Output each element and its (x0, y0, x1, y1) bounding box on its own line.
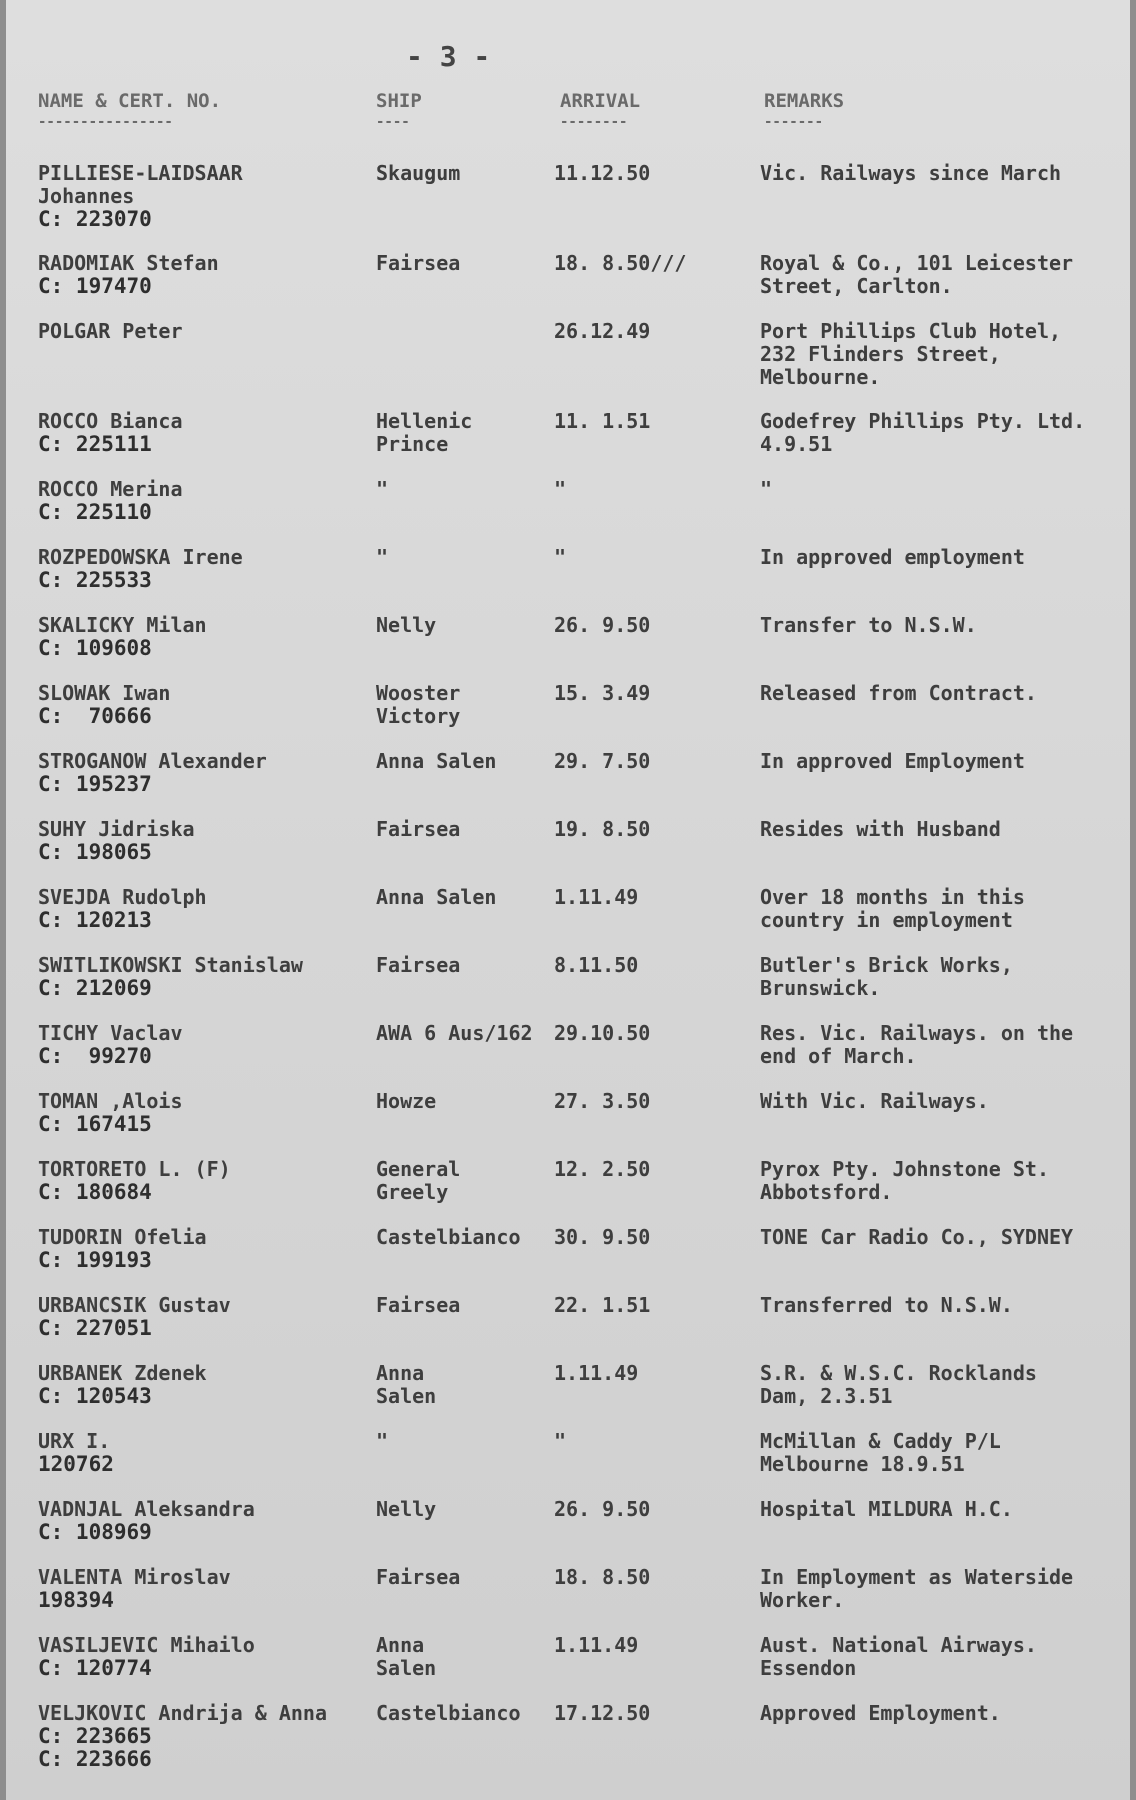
record-name-text: POLGAR Peter (38, 319, 183, 343)
record-cert-number: C: 225533 (38, 568, 152, 592)
record-ship: General Greely (376, 1157, 461, 1204)
record-cert-number: C: 180684 (38, 1180, 152, 1204)
record-name-text: ROCCO Merina (38, 477, 183, 501)
record-remarks: Vic. Railways since March (760, 161, 1062, 185)
record-ship: Fairsea (376, 953, 461, 977)
header-name-label: NAME & CERT. NO. (38, 90, 222, 112)
record-ship: Anna Salen (376, 1633, 437, 1680)
record-name-text: VELJKOVIC Andrija & Anna (38, 1701, 327, 1725)
record-remarks: In Employment as Waterside Worker. (760, 1565, 1074, 1612)
record-arrival: 15. 3.49 (554, 681, 651, 705)
header-ship-rule: ---- (376, 114, 410, 130)
record-name (38, 478, 183, 524)
record-arrival: 18. 8.50 (554, 1565, 651, 1589)
record-name (38, 162, 243, 231)
record-arrival: 29.10.50 (554, 1021, 651, 1045)
record-ship: Castelbianco (376, 1701, 521, 1725)
record-ship: Fairsea (376, 1565, 461, 1589)
record-arrival: 1.11.49 (554, 885, 639, 909)
record-cert-number: C: 108969 (38, 1520, 152, 1544)
document-page (6, 0, 1130, 1800)
record-ship: Skaugum (376, 161, 461, 185)
record-ship: Wooster Victory (376, 681, 461, 728)
record-arrival: 26. 9.50 (554, 1497, 651, 1521)
record-remarks: Port Phillips Club Hotel, 232 Flinders Street, Melbourne. (760, 319, 1062, 389)
header-ship (376, 90, 422, 130)
record-cert-number: C: 227051 (38, 1316, 152, 1340)
record-arrival: 30. 9.50 (554, 1225, 651, 1249)
record-name (38, 818, 195, 864)
record-ship: " (376, 545, 389, 569)
record-name-text: TOMAN ,Alois (38, 1089, 183, 1113)
record-name (38, 614, 207, 660)
header-remarks (764, 90, 844, 130)
record-cert-number: 198394 (38, 1588, 114, 1612)
record-arrival: 12. 2.50 (554, 1157, 651, 1181)
record-arrival: 26.12.49 (554, 319, 651, 343)
record-name (38, 1022, 183, 1068)
record-remarks: S.R. & W.S.C. Rocklands Dam, 2.3.51 (760, 1361, 1037, 1408)
record-remarks: Godefrey Phillips Pty. Ltd. 4.9.51 (760, 409, 1086, 456)
record-remarks: Approved Employment. (760, 1701, 1001, 1725)
record-name-text: URBANEK Zdenek (38, 1361, 207, 1385)
record-remarks: Royal & Co., 101 Leicester Street, Carlton. (760, 251, 1074, 298)
record-cert-number: C: 223070 (38, 207, 152, 231)
record-remarks: Over 18 months in this country in employment (760, 885, 1025, 932)
record-name-text: URBANCSIK Gustav (38, 1293, 231, 1317)
record-remarks: Butler's Brick Works, Brunswick. (760, 953, 1013, 1000)
record-name (38, 750, 267, 796)
record-name (38, 252, 219, 298)
header-name (38, 90, 221, 130)
record-arrival: 18. 8.50/// (554, 251, 687, 275)
record-name (38, 410, 183, 456)
record-arrival: " (554, 545, 567, 569)
record-remarks: Resides with Husband (760, 817, 1001, 841)
record-arrival: 1.11.49 (554, 1361, 639, 1385)
record-ship: Nelly (376, 613, 437, 637)
record-arrival: 26. 9.50 (554, 613, 651, 637)
record-ship: Howze (376, 1089, 437, 1113)
record-ship: Fairsea (376, 1293, 461, 1317)
record-cert-number: C: 225111 (38, 432, 152, 456)
record-cert-number: C: 167415 (38, 1112, 152, 1136)
record-name-text: TORTORETO L. (F) (38, 1157, 231, 1181)
record-cert-number: C: 197470 (38, 274, 152, 298)
header-arrival-rule: -------- (560, 114, 628, 130)
header-ship-label: SHIP (376, 90, 422, 112)
record-name-text: ROCCO Bianca (38, 409, 183, 433)
record-ship: Hellenic Prince (376, 409, 473, 456)
record-name-text: TICHY Vaclav (38, 1021, 183, 1045)
record-ship: Anna Salen (376, 1361, 437, 1408)
record-remarks: Transferred to N.S.W. (760, 1293, 1013, 1317)
record-name (38, 1294, 231, 1340)
record-name (38, 1566, 231, 1612)
record-arrival: 22. 1.51 (554, 1293, 651, 1317)
record-ship: " (376, 477, 389, 501)
record-ship: " (376, 1429, 389, 1453)
record-arrival: " (554, 477, 567, 501)
record-name-text: STROGANOW Alexander (38, 749, 267, 773)
record-remarks: In approved employment (760, 545, 1025, 569)
record-ship: Nelly (376, 1497, 437, 1521)
record-arrival: 19. 8.50 (554, 817, 651, 841)
record-name-text: PILLIESE-LAIDSAAR Johannes (38, 161, 243, 208)
record-remarks: " (760, 477, 773, 501)
record-cert-number: C: 120543 (38, 1384, 152, 1408)
record-name-text: SVEJDA Rudolph (38, 885, 207, 909)
record-ship: AWA 6 Aus/162 (376, 1021, 533, 1045)
header-arrival (560, 90, 640, 130)
record-name (38, 1702, 327, 1771)
record-name (38, 546, 243, 592)
record-name (38, 954, 303, 1000)
record-cert-number: C: 99270 (38, 1044, 152, 1068)
record-name (38, 1362, 207, 1408)
header-arrival-label: ARRIVAL (560, 90, 641, 112)
record-arrival: 17.12.50 (554, 1701, 651, 1725)
record-remarks: Transfer to N.S.W. (760, 613, 977, 637)
record-ship: Fairsea (376, 251, 461, 275)
record-name (38, 1498, 255, 1544)
record-name-text: VALENTA Miroslav (38, 1565, 231, 1589)
record-name (38, 1226, 207, 1272)
record-remarks: McMillan & Caddy P/L Melbourne 18.9.51 (760, 1429, 1001, 1476)
record-name (38, 886, 207, 932)
record-arrival: 11. 1.51 (554, 409, 651, 433)
record-ship: Anna Salen (376, 885, 497, 909)
record-remarks: TONE Car Radio Co., SYDNEY (760, 1225, 1074, 1249)
record-name-text: TUDORIN Ofelia (38, 1225, 207, 1249)
page-number: - 3 - (406, 40, 491, 73)
record-cert-number: C: 199193 (38, 1248, 152, 1272)
record-remarks: Res. Vic. Railways. on the end of March. (760, 1021, 1074, 1068)
record-cert-number: C: 120774 (38, 1656, 152, 1680)
record-arrival: 11.12.50 (554, 161, 651, 185)
record-cert-number: C: 212069 (38, 976, 152, 1000)
record-name-text: SWITLIKOWSKI Stanislaw (38, 953, 303, 977)
record-arrival: " (554, 1429, 567, 1453)
record-remarks: In approved Employment (760, 749, 1025, 773)
record-ship: Fairsea (376, 817, 461, 841)
record-name (38, 682, 170, 728)
record-name-text: RADOMIAK Stefan (38, 251, 219, 275)
record-name (38, 1090, 183, 1136)
record-cert-number: C: 223665 C: 223666 (38, 1724, 152, 1771)
record-name-text: ROZPEDOWSKA Irene (38, 545, 243, 569)
record-name-text: VASILJEVIC Mihailo (38, 1633, 255, 1657)
record-name-text: SUHY Jidriska (38, 817, 195, 841)
header-remarks-label: REMARKS (764, 90, 845, 112)
record-remarks: With Vic. Railways. (760, 1089, 989, 1113)
record-arrival: 1.11.49 (554, 1633, 639, 1657)
record-arrival: 27. 3.50 (554, 1089, 651, 1113)
record-name-text: URX I. (38, 1429, 111, 1453)
record-cert-number: C: 109608 (38, 636, 152, 660)
record-cert-number: C: 120213 (38, 908, 152, 932)
record-cert-number: C: 70666 (38, 704, 152, 728)
record-name-text: SKALICKY Milan (38, 613, 207, 637)
record-ship: Anna Salen (376, 749, 497, 773)
record-arrival: 29. 7.50 (554, 749, 651, 773)
record-arrival: 8.11.50 (554, 953, 639, 977)
record-cert-number: C: 225110 (38, 500, 152, 524)
record-name-text: SLOWAK Iwan (38, 681, 171, 705)
record-cert-number: C: 198065 (38, 840, 152, 864)
record-name-text: VADNJAL Aleksandra (38, 1497, 255, 1521)
record-name (38, 320, 183, 343)
record-cert-number: 120762 (38, 1452, 114, 1476)
record-name (38, 1430, 114, 1476)
record-remarks: Hospital MILDURA H.C. (760, 1497, 1013, 1521)
record-ship: Castelbianco (376, 1225, 521, 1249)
record-remarks: Released from Contract. (760, 681, 1037, 705)
header-name-rule: ---------------- (38, 114, 173, 130)
record-remarks: Aust. National Airways. Essendon (760, 1633, 1037, 1680)
record-name (38, 1634, 255, 1680)
header-remarks-rule: ------- (764, 114, 824, 130)
record-cert-number: C: 195237 (38, 772, 152, 796)
record-name (38, 1158, 231, 1204)
record-remarks: Pyrox Pty. Johnstone St. Abbotsford. (760, 1157, 1049, 1204)
